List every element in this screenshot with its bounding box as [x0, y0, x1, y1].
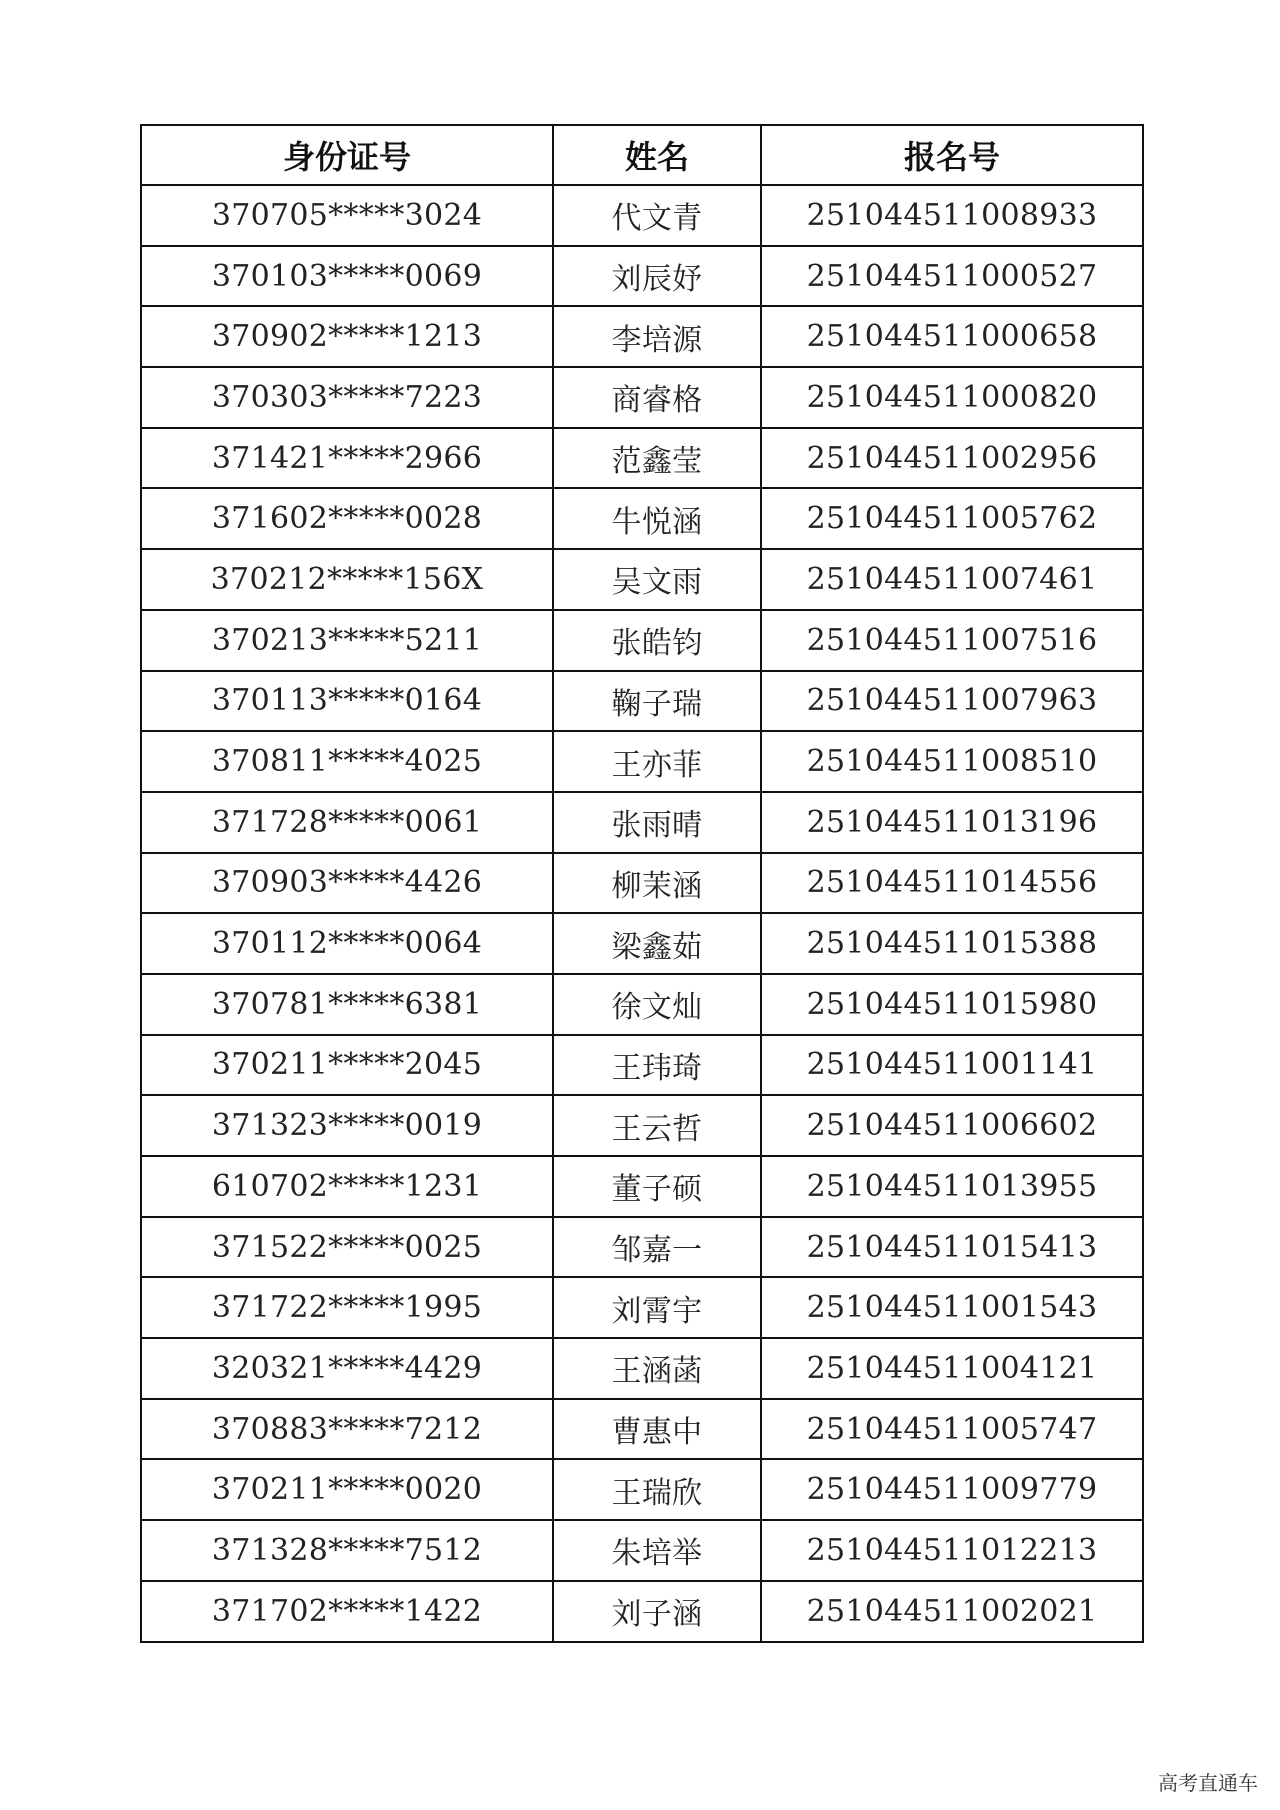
cell-name: 张雨晴 [553, 792, 761, 853]
cell-name: 代文青 [553, 185, 761, 246]
cell-registration-number: 251044511000658 [761, 306, 1143, 367]
cell-registration-number: 251044511002021 [761, 1581, 1143, 1642]
cell-name: 商睿格 [553, 367, 761, 428]
cell-id-number: 370781*****6381 [141, 974, 553, 1035]
cell-id-number: 371702*****1422 [141, 1581, 553, 1642]
cell-name: 牛悦涵 [553, 488, 761, 549]
table-row [141, 549, 1143, 610]
table-row [141, 1520, 1143, 1581]
table-row [141, 610, 1143, 671]
cell-registration-number: 251044511000820 [761, 367, 1143, 428]
cell-id-number: 370211*****2045 [141, 1035, 553, 1096]
cell-registration-number: 251044511014556 [761, 853, 1143, 914]
cell-id-number: 370113*****0164 [141, 671, 553, 732]
cell-name: 徐文灿 [553, 974, 761, 1035]
table-row [141, 1156, 1143, 1217]
table-row [141, 671, 1143, 732]
table-body [141, 185, 1143, 1642]
cell-registration-number: 251044511005762 [761, 488, 1143, 549]
cell-id-number: 610702*****1231 [141, 1156, 553, 1217]
cell-registration-number: 251044511007963 [761, 671, 1143, 732]
cell-id-number: 371323*****0019 [141, 1095, 553, 1156]
table-row [141, 246, 1143, 307]
cell-id-number: 370103*****0069 [141, 246, 553, 307]
cell-registration-number: 251044511007461 [761, 549, 1143, 610]
cell-name: 李培源 [553, 306, 761, 367]
cell-name: 朱培举 [553, 1520, 761, 1581]
cell-id-number: 370902*****1213 [141, 306, 553, 367]
watermark-text: 高考直通车 [1158, 1771, 1258, 1795]
cell-id-number: 370303*****7223 [141, 367, 553, 428]
table-row [141, 185, 1143, 246]
cell-registration-number: 251044511012213 [761, 1520, 1143, 1581]
cell-name: 刘霄宇 [553, 1277, 761, 1338]
cell-registration-number: 251044511008510 [761, 731, 1143, 792]
header-id-number: 身份证号 [141, 125, 553, 185]
table-row [141, 488, 1143, 549]
cell-id-number: 370903*****4426 [141, 853, 553, 914]
cell-id-number: 370705*****3024 [141, 185, 553, 246]
cell-id-number: 370213*****5211 [141, 610, 553, 671]
cell-name: 王瑞欣 [553, 1459, 761, 1520]
cell-name: 刘子涵 [553, 1581, 761, 1642]
cell-registration-number: 251044511001141 [761, 1035, 1143, 1096]
table-row [141, 792, 1143, 853]
cell-name: 王云哲 [553, 1095, 761, 1156]
cell-name: 张皓钧 [553, 610, 761, 671]
cell-id-number: 370212*****156X [141, 549, 553, 610]
cell-registration-number: 251044511009779 [761, 1459, 1143, 1520]
cell-registration-number: 251044511001543 [761, 1277, 1143, 1338]
cell-id-number: 370112*****0064 [141, 913, 553, 974]
cell-name: 曹惠中 [553, 1399, 761, 1460]
cell-registration-number: 251044511008933 [761, 185, 1143, 246]
cell-name: 鞠子瑞 [553, 671, 761, 732]
table-row [141, 731, 1143, 792]
cell-name: 王亦菲 [553, 731, 761, 792]
header-name: 姓名 [553, 125, 761, 185]
cell-name: 王涵菡 [553, 1338, 761, 1399]
cell-registration-number: 251044511013196 [761, 792, 1143, 853]
table-row [141, 1095, 1143, 1156]
table-row [141, 974, 1143, 1035]
cell-registration-number: 251044511015413 [761, 1217, 1143, 1278]
cell-registration-number: 251044511004121 [761, 1338, 1143, 1399]
cell-id-number: 370811*****4025 [141, 731, 553, 792]
cell-registration-number: 251044511007516 [761, 610, 1143, 671]
table-row [141, 1338, 1143, 1399]
cell-name: 王玮琦 [553, 1035, 761, 1096]
cell-id-number: 371722*****1995 [141, 1277, 553, 1338]
cell-id-number: 371728*****0061 [141, 792, 553, 853]
cell-id-number: 371602*****0028 [141, 488, 553, 549]
cell-name: 范鑫莹 [553, 428, 761, 489]
table-row [141, 1459, 1143, 1520]
cell-name: 董子硕 [553, 1156, 761, 1217]
table-row [141, 1035, 1143, 1096]
table-row [141, 1581, 1143, 1642]
table-row [141, 1399, 1143, 1460]
table-row [141, 913, 1143, 974]
candidate-table [140, 124, 1144, 1643]
cell-registration-number: 251044511015388 [761, 913, 1143, 974]
cell-registration-number: 251044511006602 [761, 1095, 1143, 1156]
table-row [141, 428, 1143, 489]
cell-id-number: 371421*****2966 [141, 428, 553, 489]
table-row [141, 853, 1143, 914]
cell-name: 刘辰妤 [553, 246, 761, 307]
cell-registration-number: 251044511015980 [761, 974, 1143, 1035]
table-row [141, 367, 1143, 428]
table-row [141, 1217, 1143, 1278]
cell-id-number: 371522*****0025 [141, 1217, 553, 1278]
cell-name: 吴文雨 [553, 549, 761, 610]
cell-registration-number: 251044511000527 [761, 246, 1143, 307]
header-row [141, 125, 1143, 185]
header-registration-number: 报名号 [761, 125, 1143, 185]
cell-id-number: 320321*****4429 [141, 1338, 553, 1399]
table-row [141, 306, 1143, 367]
cell-name: 梁鑫茹 [553, 913, 761, 974]
table-row [141, 1277, 1143, 1338]
cell-registration-number: 251044511002956 [761, 428, 1143, 489]
cell-name: 柳茉涵 [553, 853, 761, 914]
cell-registration-number: 251044511013955 [761, 1156, 1143, 1217]
cell-id-number: 371328*****7512 [141, 1520, 553, 1581]
cell-id-number: 370211*****0020 [141, 1459, 553, 1520]
cell-name: 邹嘉一 [553, 1217, 761, 1278]
table-header [141, 125, 1143, 185]
cell-id-number: 370883*****7212 [141, 1399, 553, 1460]
cell-registration-number: 251044511005747 [761, 1399, 1143, 1460]
